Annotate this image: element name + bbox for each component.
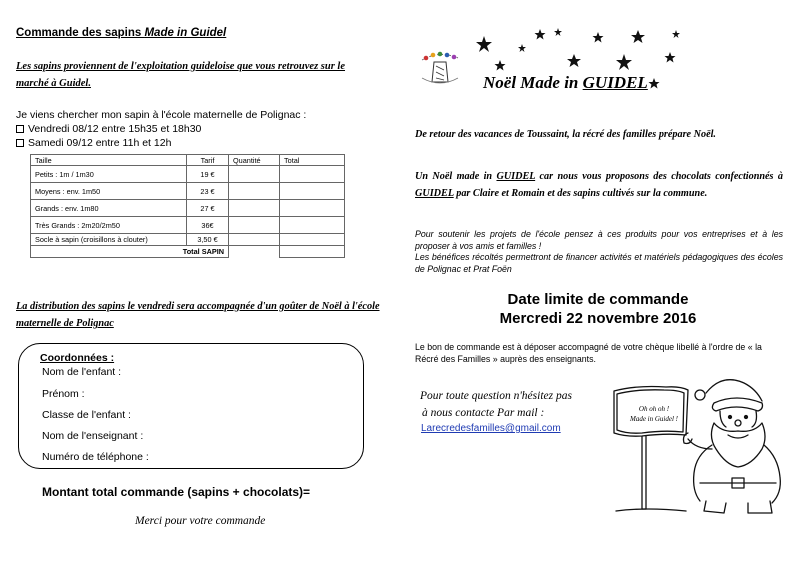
field-teacher[interactable]: Nom de l'enseignant : bbox=[42, 430, 144, 442]
quantity-cell[interactable] bbox=[229, 183, 280, 200]
table-total-row: Total SAPIN bbox=[31, 246, 345, 258]
made-in-guidel-paragraph: Un Noël made in GUIDEL car nous vous proposons des chocolats confectionnés à GUIDEL par Claire et Romain et des sapins cultivés sur la commune. bbox=[415, 171, 783, 199]
grand-total-cell[interactable] bbox=[280, 246, 345, 258]
option-friday[interactable]: Vendredi 08/12 entre 15h35 et 18h30 bbox=[16, 123, 201, 135]
contact-title: Coordonnées : bbox=[40, 352, 115, 364]
field-child-name[interactable]: Nom de l'enfant : bbox=[42, 366, 122, 378]
field-first-name[interactable]: Prénom : bbox=[42, 388, 85, 400]
contact-question: Pour toute question n'hésitez pas à nous contacte Par mail : bbox=[420, 390, 572, 419]
table-row: Moyens : env. 1m50 23 € bbox=[31, 183, 345, 200]
field-class[interactable]: Classe de l'enfant : bbox=[42, 409, 131, 421]
support-paragraph: Pour soutenir les projets de l'école pensez à ces produits pour vos entreprises et à les proposer à vos amis et familles ! bbox=[415, 229, 783, 251]
sign-text: Oh oh oh ! Made in Guidel ! bbox=[629, 405, 678, 423]
total-cell[interactable] bbox=[280, 217, 345, 234]
grand-total-label: Montant total commande (sapins + chocolats)= bbox=[42, 485, 311, 499]
profits-paragraph: Les bénéfices récoltés permettront de financer activités et matériels pédagogiques des écoles de Polignac et Prat Foën bbox=[415, 252, 783, 274]
price-table bbox=[30, 154, 345, 258]
santa-illustration bbox=[596, 373, 786, 523]
table-row: Petits : 1m / 1m30 19 € bbox=[31, 166, 345, 183]
quantity-cell[interactable] bbox=[229, 200, 280, 217]
field-phone[interactable]: Numéro de téléphone : bbox=[42, 451, 149, 463]
order-deadline: Date limite de commande Mercredi 22 novembre 2016 bbox=[499, 291, 697, 327]
table-row: Socle à sapin (croisillons à clouter) 3,50 € bbox=[31, 234, 345, 246]
total-cell[interactable] bbox=[280, 200, 345, 217]
checkbox[interactable] bbox=[16, 125, 24, 133]
total-cell[interactable] bbox=[280, 234, 345, 246]
quantity-cell[interactable] bbox=[229, 234, 280, 246]
total-cell[interactable] bbox=[280, 166, 345, 183]
table-row: Très Grands : 2m20/2m50 36€ bbox=[31, 217, 345, 234]
option-saturday[interactable]: Samedi 09/12 entre 11h et 12h bbox=[16, 137, 171, 149]
checkbox[interactable] bbox=[16, 139, 24, 147]
total-cell[interactable] bbox=[280, 183, 345, 200]
table-row: Grands : env. 1m80 27 € bbox=[31, 200, 345, 217]
order-title: Commande des sapins Made in Guidel bbox=[16, 27, 227, 39]
holiday-banner bbox=[470, 24, 692, 108]
school-logo bbox=[418, 48, 462, 93]
distribution-text: La distribution des sapins le vendredi sera accompagnée d'un goûter de Noël à l'école maternelle de Polignac bbox=[16, 301, 380, 329]
santa-icon bbox=[596, 373, 786, 518]
order-form-instructions: Le bon de commande est à déposer accompagné de votre chèque libellé à l'ordre de « la Récré des Familles » auprès des enseignants. bbox=[415, 342, 762, 364]
table-header: Taille Tarif Quantité Total bbox=[31, 155, 345, 166]
return-paragraph: De retour des vacances de Toussaint, la récré des familles prépare Noël. bbox=[415, 129, 716, 140]
banner-title: Noël Made in GUIDEL bbox=[483, 73, 648, 92]
thanks-text: Merci pour votre commande bbox=[135, 515, 266, 527]
contact-email-link[interactable]: Larecredesfamilles@gmail.com bbox=[421, 423, 561, 434]
star-decoration-icon bbox=[470, 24, 692, 108]
quantity-cell[interactable] bbox=[229, 217, 280, 234]
intro-text: Les sapins proviennent de l'exploitation guideloise que vous retrouvez sur le marché à Guidel. bbox=[16, 61, 346, 89]
quantity-cell[interactable] bbox=[229, 166, 280, 183]
pickup-text: Je viens chercher mon sapin à l'école maternelle de Polignac : bbox=[16, 109, 307, 121]
